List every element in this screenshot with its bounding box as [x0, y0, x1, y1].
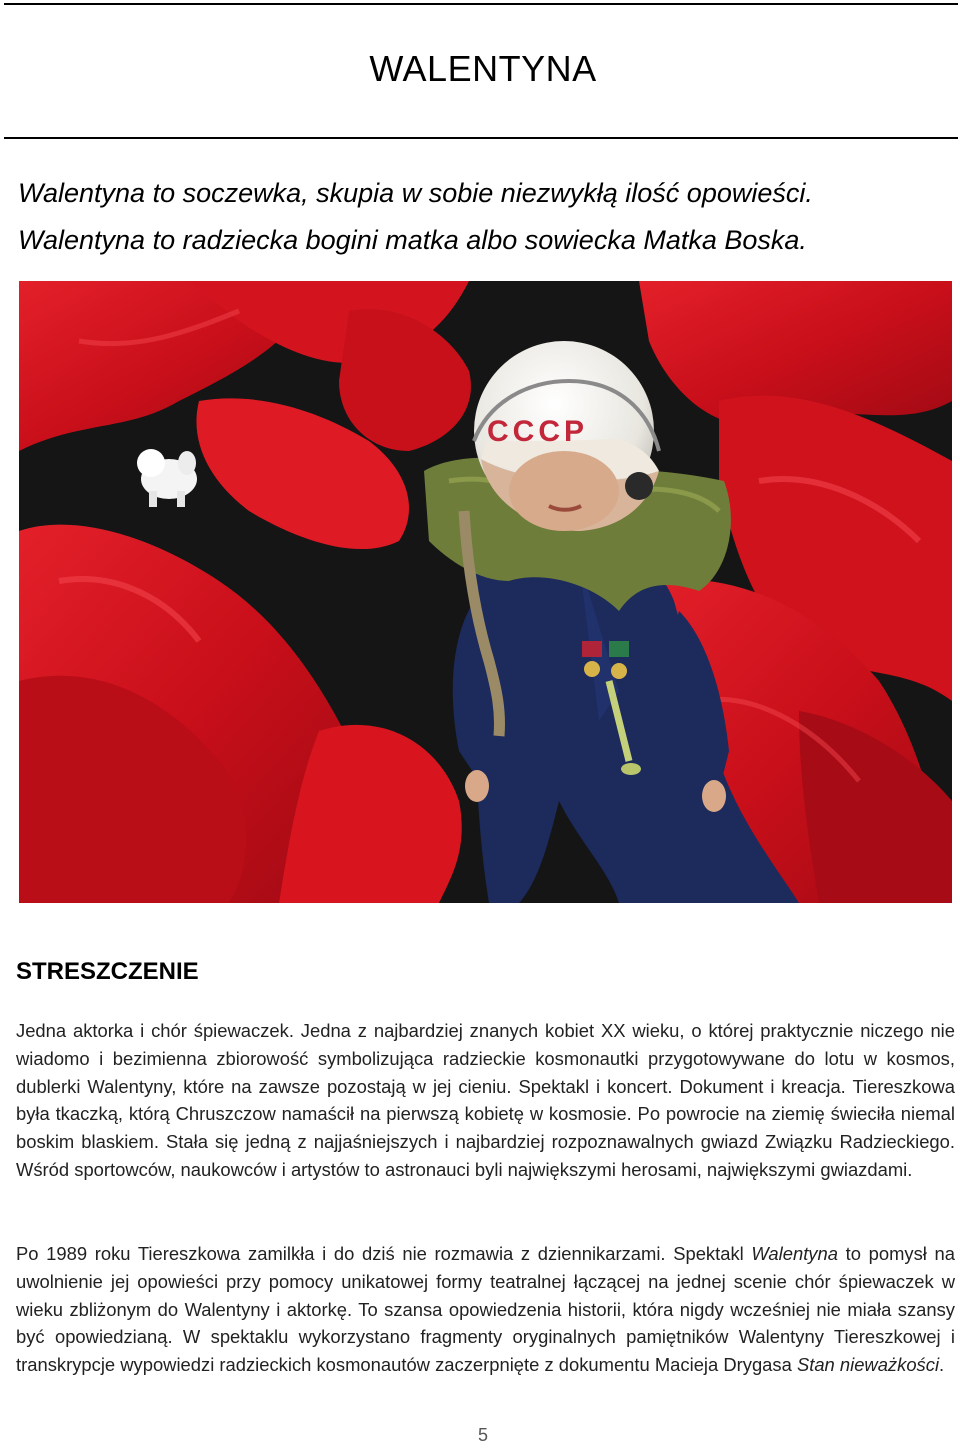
tagline-line-1: Walentyna to soczewka, skupia w sobie niezwykłą ilość opowieści.: [18, 178, 813, 208]
summary-paragraph-2: [16, 1240, 955, 1379]
helmet-lettering: CCCP: [487, 415, 589, 448]
tagline: [18, 170, 948, 264]
photo-illustration: [19, 281, 952, 903]
title-walentyna: Walentyna: [751, 1243, 838, 1264]
title-stan-niewazkosci: Stan nieważkości: [796, 1354, 940, 1376]
paragraph-2-text-c: .: [939, 1354, 945, 1376]
top-rule: [4, 3, 958, 5]
paragraph-2-text-b: to pomysł na uwolnienie jej opowieści przy pomocy unikatowej formy teatralnej łączącej na jednej scenie chór śpiewaczek w wieku zbliżonym do Walentyny i aktorkę. To szansa opowiedzenia historii, która nigdy wcześniej nie miała szansy być opowiedzianą. W spektaklu wykorzystano fragmenty oryginalnych pamiętników Walentyny Tiereszkowej i transkrypcje wypowiedzi radzieckich kosmonautów zaczerpnięte z dokumentu Macieja Drygasa: [16, 1243, 956, 1376]
title-rule: [4, 137, 958, 139]
section-heading: STRESZCZENIE: [16, 958, 199, 985]
page-number: 5: [477, 1425, 488, 1445]
production-photo: [19, 281, 952, 903]
tagline-line-2: Walentyna to radziecka bogini matka albo sowiecka Matka Boska.: [18, 225, 807, 255]
page-title: WALENTYNA: [369, 48, 597, 89]
paragraph-2-text-a: Po 1989 roku Tiereszkowa zamilkła i do dziś nie rozmawia z dziennikarzami. Spektakl: [16, 1243, 752, 1264]
summary-paragraph-1: Jedna aktorka i chór śpiewaczek. Jedna z najbardziej znanych kobiet XX wieku, o której praktycznie niczego nie wiadomo i bezimienna zbiorowość symbolizująca radzieckie kosmonautki przygotowywane do lotu w kosmos, dublerki Walentyny, które na zawsze pozostają w jej cieniu. Spektakl i koncert. Dokument i kreacja. Tiereszkowa była tkaczką, którą Chruszczow namaścił na pierwszą kobietę w kosmosie. Po powrocie na ziemię świeciła niemal boskim blaskiem. Stała się jedną z najjaśniejszych i najbardziej rozpoznawalnych gwiazd Związku Radzieckiego. Wśród sportowców, naukowców i artystów to astronauci byli największymi herosami, największymi gwiazdami.: [16, 1020, 955, 1180]
